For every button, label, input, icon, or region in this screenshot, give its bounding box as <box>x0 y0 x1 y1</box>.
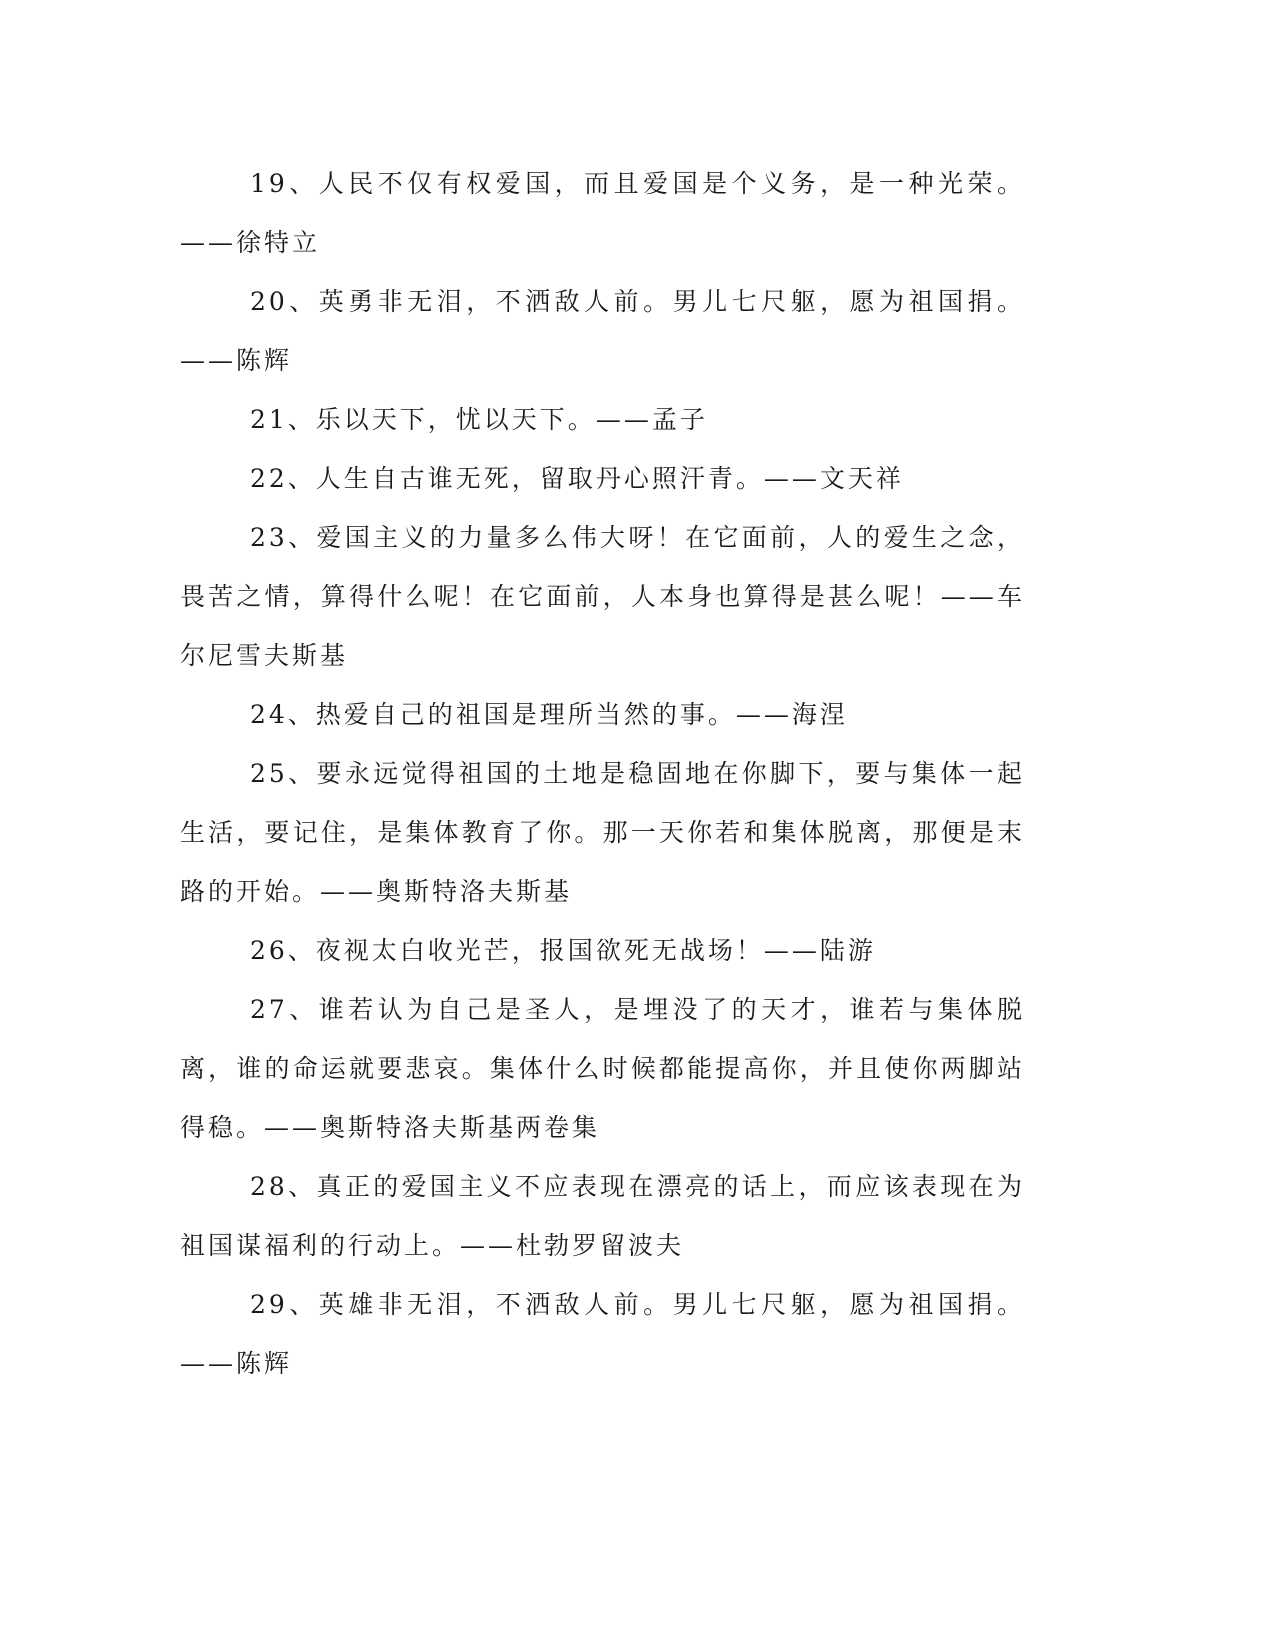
quote-paragraph-19: 19、人民不仅有权爱国，而且爱国是个义务，是一种光荣。——徐特立 <box>180 169 1025 257</box>
quote-paragraph-26: 26、夜视太白收光芒，报国欲死无战场！——陆游 <box>250 936 876 965</box>
quote-paragraph-21: 21、乐以天下，忧以天下。——孟子 <box>250 405 708 434</box>
quote-paragraph-27: 27、谁若认为自己是圣人，是埋没了的天才，谁若与集体脱离，谁的命运就要悲哀。集体什么时候都能提高你，并且使你两脚站得稳。——奥斯特洛夫斯基两卷集 <box>180 995 1025 1142</box>
quote-paragraph-22: 22、人生自古谁无死，留取丹心照汗青。——文天祥 <box>250 464 904 493</box>
quote-paragraph-23: 23、爱国主义的力量多么伟大呀！在它面前，人的爱生之念，畏苦之情，算得什么呢！在它面前，人本身也算得是甚么呢！——车尔尼雪夫斯基 <box>180 523 1025 670</box>
quote-paragraph-29: 29、英雄非无泪，不洒敌人前。男儿七尺躯，愿为祖国捐。——陈辉 <box>180 1290 1025 1378</box>
quote-paragraph-24: 24、热爱自己的祖国是理所当然的事。——海涅 <box>250 700 848 729</box>
quote-paragraph-28: 28、真正的爱国主义不应表现在漂亮的话上，而应该表现在为祖国谋福利的行动上。——杜勃罗留波夫 <box>180 1172 1025 1260</box>
quote-paragraph-25: 25、要永远觉得祖国的土地是稳固地在你脚下，要与集体一起生活，要记住，是集体教育了你。那一天你若和集体脱离，那便是末路的开始。——奥斯特洛夫斯基 <box>180 759 1025 906</box>
quote-list <box>180 154 1025 1393</box>
quote-paragraph-20: 20、英勇非无泪，不洒敌人前。男儿七尺躯，愿为祖国捐。——陈辉 <box>180 287 1025 375</box>
